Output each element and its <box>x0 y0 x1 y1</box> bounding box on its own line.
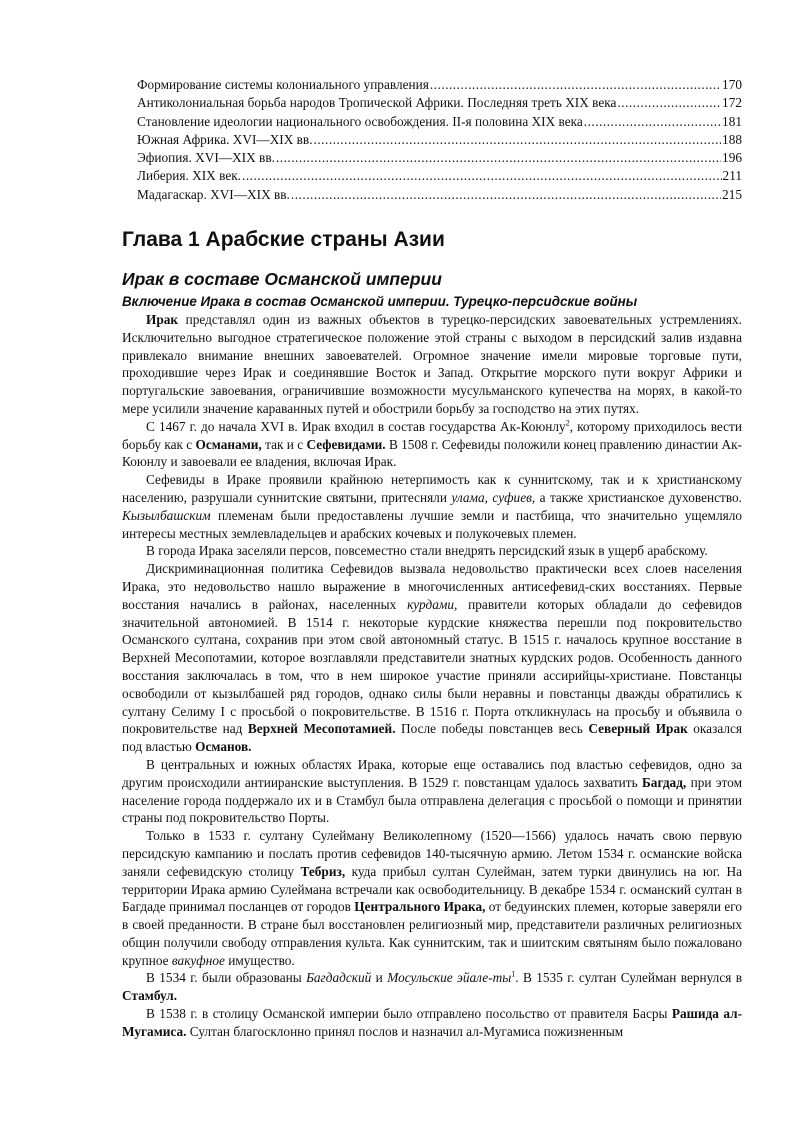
bold-term: Сефевидами. <box>306 436 386 452</box>
paragraph <box>122 827 742 969</box>
footnote-marker[interactable]: 1 <box>511 970 516 980</box>
section-title: Ирак в составе Османской империи <box>122 269 442 289</box>
text-run: Дискриминационная политика Сефевидов вызвала недовольство практически всех слоев населения Ирака, это недовольство нашло выражение в многочисленных антисефевид-ских восстаниях. Первые восстания начались в районах, населенных <box>122 561 742 612</box>
text-run: Султан благосклонно принял послов и назначил ал-Мугамиса пожизненным <box>186 1023 624 1039</box>
toc-entry-page: 196 <box>722 150 742 166</box>
text-run: правители которых обладали до сефевидов значительной автономией. В 1514 г. некоторые курдские княжества перешли под покровительство Османского султана, сохранив при этом свой автономный статус. В 1515 г. началось крупное восстание в Верхней Месопотамии, которое возглавляли представители знатных курдских родов. Особенность данного восстания заключалась в том, что в нем широкое участие приняли ассирийцы-христиане. Повстанцы освободили от кызылбашей ряд городов, однако силы были неравны и повстанцы дважды обратились к султану Селиму I с просьбой о покровительстве. В 1516 г. Порта откликнулась на просьбу и объявила о покровительстве над <box>122 596 742 737</box>
toc-entry[interactable] <box>137 149 742 167</box>
footnote-marker[interactable]: 2 <box>565 418 570 428</box>
toc-entry[interactable] <box>137 186 742 204</box>
text-run: В 1508 г. Сефевиды положили конец правлению династии Ак-Коюнлу и завоевали ее владения, включая Ирак. <box>122 436 743 470</box>
body-text <box>122 311 742 1041</box>
text-run: В центральных и южных областях Ирака, которые еще оставались под властью сефевидов, одно за другим происходили антииранские выступления. В 1529 г. повстанцам удалось захватить <box>122 756 742 790</box>
italic-term: Багдадский <box>306 970 372 986</box>
bold-term: Стамбул. <box>122 988 178 1004</box>
italic-term: вакуфное <box>171 952 225 968</box>
toc-entry-title: Эфиопия. XVI—XIX вв. <box>137 150 275 166</box>
text-run: имущество. <box>224 952 295 968</box>
toc-entry-title: Южная Африка. XVI—XIX вв. <box>137 131 313 147</box>
toc-entry[interactable] <box>137 113 742 131</box>
paragraph <box>122 311 742 418</box>
text-run: так и с <box>261 436 307 452</box>
bold-term: Северный Ирак <box>588 721 688 737</box>
text-run: После победы повстанцев весь <box>395 721 589 737</box>
paragraph <box>122 1005 742 1041</box>
italic-term: Мосульские эйале-ты <box>387 970 512 986</box>
table-of-contents <box>137 76 742 204</box>
toc-leader-dots <box>430 76 721 94</box>
bold-term: Османов. <box>195 739 252 755</box>
paragraph <box>122 471 742 542</box>
paragraph <box>122 560 742 756</box>
text-run: и <box>371 970 388 986</box>
toc-leader-dots <box>242 167 722 185</box>
toc-entry[interactable] <box>137 167 742 185</box>
toc-leader-dots <box>276 149 721 167</box>
subsection-title: Включение Ирака в состав Османской империи. Турецко-персидские войны <box>122 294 638 309</box>
toc-entry-page: 172 <box>722 95 742 111</box>
bold-term: Ирак <box>146 312 179 327</box>
toc-entry-title: Либерия. XIX век. <box>137 168 241 184</box>
text-run: при этом население города поддержало их и в Стамбул была отправлена делегация с просьбой о помощи и принятии страны под покровительство Порты. <box>122 774 742 826</box>
toc-entry[interactable] <box>137 94 742 112</box>
text-run: куда прибыл султан Сулейман, затем турки двинулись на юг. На территории Ирака армию Сулеймана встречали как освободительницу. В декабре 1534 г. османский султан в Багдаде принимал посланцев от городов <box>122 863 742 915</box>
paragraph <box>122 542 742 560</box>
text-run: Только в 1533 г. султану Сулейману Великолепному (1520—1566) удалось начать свою первую персидскую кампанию и послать против сефевидов 140-тысячную армию. Летом 1534 г. османские войска заняли сефевидскую столицу <box>122 828 742 879</box>
toc-entry-page: 188 <box>722 131 742 147</box>
text-run: представлял один из важных объектов в турецко-персидских завоевательных устремлениях. Исключительно выгодное стратегическое положение этой страны с выходом в персидский залив издавна привлекало внимание внешних завоевателей. Огромное значение имели мировые торговые пути, проходившие через Ирак и соединявшие Восток и Запад. Открытие морского пути вокруг Африки и португальские завоевания, ограничившие возможности мусульманского купечества на морях, в какой-то мере усилили значение караванных путей и обострили борьбу за господство на этих путях. <box>122 312 742 416</box>
text-run: оказался под властью <box>122 721 742 755</box>
toc-leader-dots <box>291 186 721 204</box>
bold-term: Центрального Ирака, <box>354 899 486 915</box>
bold-term: Османами, <box>195 436 262 452</box>
chapter-title: Глава 1 Арабские страны Азии <box>122 228 445 251</box>
paragraph <box>122 756 742 827</box>
paragraph <box>122 969 742 1005</box>
text-run: а также христианское духовенство. <box>535 489 742 505</box>
bold-term: Багдад, <box>642 774 687 790</box>
paragraph <box>122 418 742 471</box>
toc-entry-page: 211 <box>722 168 742 184</box>
toc-entry-page: 181 <box>722 113 742 129</box>
text-run: . В 1535 г. султан Сулейман вернулся в <box>515 970 743 986</box>
text-run: В города Ирака заселяли персов, повсеместно стали внедрять персидский язык в ущерб арабскому. <box>146 543 708 559</box>
toc-leader-dots <box>584 113 721 131</box>
text-run: С 1467 г. до начала XVI в. Ирак входил в состав государства Ак-Коюнлу <box>146 418 566 434</box>
toc-leader-dots <box>617 94 721 112</box>
toc-entry-title: Становление идеологии национального освобождения. II-я половина XIX века <box>137 113 583 129</box>
text-run: , которому приходилось вести борьбу как с <box>122 418 742 452</box>
toc-entry-page: 215 <box>722 186 742 202</box>
toc-entry[interactable] <box>137 131 742 149</box>
italic-term: улама, суфиев, <box>451 489 536 505</box>
text-run: от бедуинских племен, которые заверяли его в своей преданности. В стране был восстановлен религиозный мир, представители различных религиозных общин получили свободу отправления культа. Как суннитским, так и шиитским святыням было пожаловано крупное <box>122 899 742 968</box>
italic-term: курдами, <box>407 596 458 612</box>
text-run: Сефевиды в Ираке проявили крайнюю нетерпимость как к суннитскому, так и к христианскому населению, разрушали суннитские святыни, притесняли <box>122 472 742 505</box>
toc-entry-title: Мадагаскар. XVI—XIX вв. <box>137 186 290 202</box>
toc-entry-page: 170 <box>722 77 742 92</box>
bold-term: Тебриз, <box>300 863 346 879</box>
bold-term: Верхней Месопотамией. <box>247 721 396 737</box>
toc-entry-title: Антиколониальная борьба народов Тропической Африки. Последняя треть XIX века <box>137 95 617 111</box>
toc-leader-dots <box>314 131 722 149</box>
text-run: В 1534 г. были образованы <box>146 970 307 986</box>
italic-term: Кызылбашским <box>122 507 211 523</box>
bold-term: Рашида ал-Мугамиса. <box>122 1006 743 1039</box>
toc-entry-title: Формирование системы колониального управления <box>137 77 429 92</box>
text-run: В 1538 г. в столицу Османской империи было отправлено посольство от правителя Басры <box>146 1006 672 1022</box>
text-run: племенам были предоставлены лучшие земли и пастбища, что значительно ущемляло интересы местных землевладельцев и арабских кочевых и полукочевых племен. <box>122 507 742 541</box>
toc-entry[interactable] <box>137 76 742 94</box>
